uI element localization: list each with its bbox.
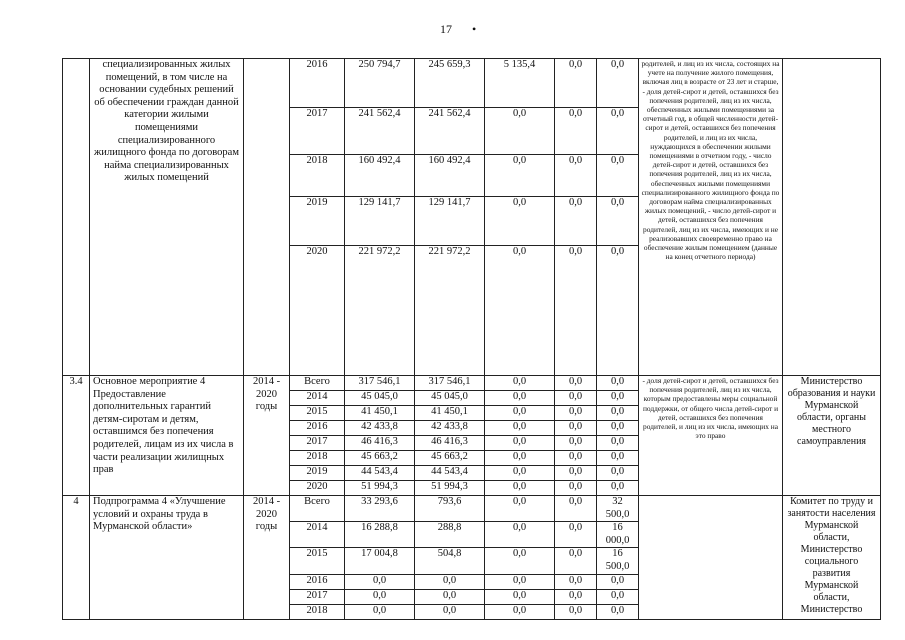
cell-reg: 241 562,4 [415, 108, 485, 155]
table-row [63, 376, 881, 391]
cell-local: 0,0 [555, 197, 597, 246]
section-responsible: Комитет по труду и занятости населения Мурманской области, Министерство социального развития Мурманской области, Министерство [783, 496, 881, 620]
cell-local: 0,0 [555, 548, 597, 574]
cell-year: 2019 [290, 466, 345, 481]
cell-fed: 0,0 [485, 155, 555, 197]
cell-year: 2016 [290, 59, 345, 108]
cell-other: 0,0 [597, 574, 639, 589]
cell-reg: 41 450,1 [415, 406, 485, 421]
cell-local: 0,0 [555, 376, 597, 391]
cell-local: 0,0 [555, 466, 597, 481]
section-number [63, 59, 90, 376]
cell-other: 0,0 [597, 604, 639, 619]
cell-total: 33 293,6 [345, 496, 415, 522]
cell-year: Всего [290, 496, 345, 522]
section-number: 3.4 [63, 376, 90, 496]
cell-year: 2020 [290, 246, 345, 376]
cell-total: 160 492,4 [345, 155, 415, 197]
cell-year: Всего [290, 376, 345, 391]
cell-local: 0,0 [555, 59, 597, 108]
cell-year: 2015 [290, 406, 345, 421]
cell-other: 16 500,0 [597, 548, 639, 574]
cell-total: 17 004,8 [345, 548, 415, 574]
cell-reg: 793,6 [415, 496, 485, 522]
section-name: Подпрограмма 4 «Улучшение условий и охраны труда в Мурманской области» [90, 496, 244, 620]
cell-fed: 0,0 [485, 481, 555, 496]
cell-year: 2015 [290, 548, 345, 574]
cell-total: 42 433,8 [345, 421, 415, 436]
cell-local: 0,0 [555, 421, 597, 436]
cell-year: 2020 [290, 481, 345, 496]
cell-local: 0,0 [555, 436, 597, 451]
cell-year: 2018 [290, 155, 345, 197]
cell-reg: 0,0 [415, 589, 485, 604]
cell-year: 2017 [290, 436, 345, 451]
cell-local: 0,0 [555, 589, 597, 604]
cell-year: 2014 [290, 522, 345, 548]
cell-local: 0,0 [555, 574, 597, 589]
cell-total: 250 794,7 [345, 59, 415, 108]
cell-reg: 45 045,0 [415, 391, 485, 406]
cell-local: 0,0 [555, 451, 597, 466]
cell-other: 0,0 [597, 108, 639, 155]
cell-other: 0,0 [597, 436, 639, 451]
cell-other: 0,0 [597, 481, 639, 496]
budget-table [62, 58, 881, 620]
cell-local: 0,0 [555, 604, 597, 619]
cell-reg: 221 972,2 [415, 246, 485, 376]
section-indicators: - доля детей-сирот и детей, оставшихся без попечения родителей, лиц из их числа, которым предоставлены меры социальной поддержки, от общего числа детей-сирот и детей, оставшихся без попечения родителей, и лиц из их числа, имеющих на это право [639, 376, 783, 496]
cell-reg: 160 492,4 [415, 155, 485, 197]
table-row [63, 496, 881, 522]
cell-reg: 245 659,3 [415, 59, 485, 108]
cell-reg: 44 543,4 [415, 466, 485, 481]
cell-total: 41 450,1 [345, 406, 415, 421]
cell-other: 0,0 [597, 391, 639, 406]
cell-total: 45 663,2 [345, 451, 415, 466]
cell-fed: 0,0 [485, 436, 555, 451]
cell-reg: 45 663,2 [415, 451, 485, 466]
cell-fed: 0,0 [485, 589, 555, 604]
cell-total: 44 543,4 [345, 466, 415, 481]
cell-year: 2016 [290, 574, 345, 589]
cell-other: 0,0 [597, 589, 639, 604]
cell-other: 0,0 [597, 406, 639, 421]
cell-fed: 0,0 [485, 421, 555, 436]
cell-reg: 504,8 [415, 548, 485, 574]
cell-total: 0,0 [345, 589, 415, 604]
cell-fed: 0,0 [485, 451, 555, 466]
cell-year: 2017 [290, 108, 345, 155]
cell-other: 0,0 [597, 376, 639, 391]
cell-year: 2018 [290, 451, 345, 466]
page-number: 17 [440, 22, 452, 36]
cell-local: 0,0 [555, 391, 597, 406]
cell-fed: 0,0 [485, 548, 555, 574]
cell-other: 0,0 [597, 466, 639, 481]
cell-reg: 0,0 [415, 574, 485, 589]
section-indicators: родителей, и лиц из их числа, состоящих на учете на получение жилого помещения, включая лиц в возрасте от 23 лет и старше, - доля детей-сирот и детей, оставшихся без попечения родителей, лиц из их числа, обеспеченных жилыми помещениями за отчетный год, в общей численности детей-сирот и детей, оставшихся без попечения родителей, и лиц из их числа, нуждающихся в обеспечении жилыми помещениями в отчетном году, - число детей-сирот и детей, оставшихся без попечения родителей, лиц из их числа, обеспеченных жилыми помещениями специализированного жилищного фонда по договорам найма специализированных жилых помещений, - число детей-сирот и детей, оставшихся без попечения родителей, лиц из их числа, имеющих и не реализовавших своевременно право на обеспечение жилым помещением (данные на конец отчетного периода) [639, 59, 783, 376]
table-body [63, 59, 881, 620]
cell-reg: 317 546,1 [415, 376, 485, 391]
cell-fed: 0,0 [485, 108, 555, 155]
cell-fed: 0,0 [485, 197, 555, 246]
cell-fed: 0,0 [485, 246, 555, 376]
cell-total: 16 288,8 [345, 522, 415, 548]
section-responsible [783, 59, 881, 376]
cell-other: 0,0 [597, 197, 639, 246]
section-period [244, 59, 290, 376]
cell-year: 2018 [290, 604, 345, 619]
cell-reg: 51 994,3 [415, 481, 485, 496]
cell-local: 0,0 [555, 406, 597, 421]
cell-other: 0,0 [597, 451, 639, 466]
section-responsible: Министерство образования и науки Мурманской области, органы местного самоуправления [783, 376, 881, 496]
cell-other: 0,0 [597, 421, 639, 436]
section-name: Основное мероприятие 4 Предоставление дополнительных гарантий детям-сиротам и детям, оставшимся без попечения родителей, лицам из их числа в части реализации жилищных прав [90, 376, 244, 496]
cell-fed: 0,0 [485, 391, 555, 406]
cell-local: 0,0 [555, 108, 597, 155]
cell-reg: 0,0 [415, 604, 485, 619]
section-period: 2014 - 2020 годы [244, 496, 290, 620]
cell-other: 16 000,0 [597, 522, 639, 548]
cell-local: 0,0 [555, 155, 597, 197]
cell-reg: 288,8 [415, 522, 485, 548]
cell-total: 45 045,0 [345, 391, 415, 406]
cell-year: 2016 [290, 421, 345, 436]
section-name: специализированных жилых помещений, в том числе на основании судебных решений об обеспечении граждан данной категории жилыми помещениями специализированного жилищного фонда по договорам найма специализированных жилых помещений [90, 59, 244, 376]
cell-fed: 0,0 [485, 604, 555, 619]
cell-local: 0,0 [555, 496, 597, 522]
cell-fed: 0,0 [485, 522, 555, 548]
cell-total: 51 994,3 [345, 481, 415, 496]
cell-fed: 0,0 [485, 466, 555, 481]
cell-fed: 0,0 [485, 574, 555, 589]
cell-other: 0,0 [597, 155, 639, 197]
cell-total: 129 141,7 [345, 197, 415, 246]
cell-local: 0,0 [555, 522, 597, 548]
page-mark: • [472, 22, 477, 36]
section-period: 2014 - 2020 годы [244, 376, 290, 496]
section-indicators [639, 496, 783, 620]
cell-total: 221 972,2 [345, 246, 415, 376]
cell-total: 317 546,1 [345, 376, 415, 391]
cell-other: 32 500,0 [597, 496, 639, 522]
cell-total: 241 562,4 [345, 108, 415, 155]
cell-other: 0,0 [597, 59, 639, 108]
cell-year: 2019 [290, 197, 345, 246]
table-row [63, 59, 881, 108]
cell-reg: 42 433,8 [415, 421, 485, 436]
cell-total: 46 416,3 [345, 436, 415, 451]
cell-fed: 0,0 [485, 496, 555, 522]
cell-fed: 5 135,4 [485, 59, 555, 108]
cell-local: 0,0 [555, 481, 597, 496]
cell-total: 0,0 [345, 604, 415, 619]
cell-year: 2017 [290, 589, 345, 604]
cell-other: 0,0 [597, 246, 639, 376]
cell-reg: 46 416,3 [415, 436, 485, 451]
section-number: 4 [63, 496, 90, 620]
cell-reg: 129 141,7 [415, 197, 485, 246]
cell-fed: 0,0 [485, 406, 555, 421]
cell-fed: 0,0 [485, 376, 555, 391]
cell-total: 0,0 [345, 574, 415, 589]
cell-local: 0,0 [555, 246, 597, 376]
cell-year: 2014 [290, 391, 345, 406]
